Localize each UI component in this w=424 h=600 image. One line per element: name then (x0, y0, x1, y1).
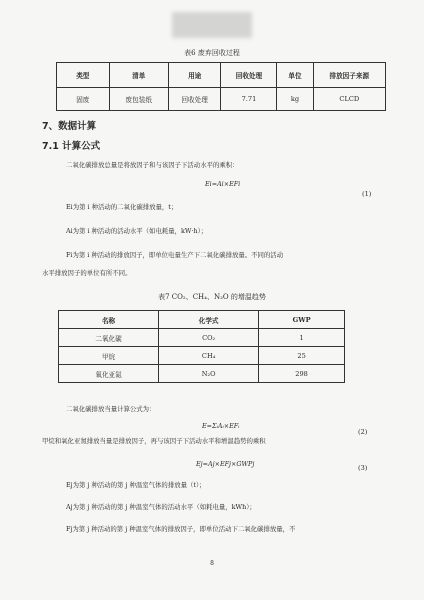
table6-header-unit: 单位 (277, 63, 313, 88)
redacted-header-stamp (172, 12, 252, 38)
page-number: 8 (210, 560, 214, 567)
definition-fi-line1: Fi为第 i 种活动的排放因子，即单位电量生产下二氧化碳排放量。不同的活动 (66, 251, 284, 259)
table7-header-row (59, 311, 345, 329)
formula-1: Ei=Ai×EFi (205, 180, 241, 188)
definition-ai: Ai为第 i 种活动的活动水平（如电耗量，kW·h）； (66, 227, 208, 235)
table7-header-name: 名称 (59, 311, 159, 329)
table6-cell-list: 废包装纸 (109, 88, 168, 111)
paragraph-co2e-intro: 二氧化碳排放当量计算公式为： (66, 405, 156, 413)
table7-caption: 表7 CO₂、CH₄、N₂O 的增温趋势 (158, 293, 266, 301)
table7-cell-formula: CH₄ (159, 347, 259, 365)
definition-aj: Aj为第 j 种活动的第 j 种温室气体的活动水平（如耗电量，kWh）； (66, 503, 256, 511)
table6-header-recycle: 回收处理 (221, 63, 277, 88)
table7-cell-name: 甲烷 (59, 347, 159, 365)
table-row (59, 365, 345, 383)
table7 (58, 310, 345, 383)
table7-cell-gwp: 298 (259, 365, 345, 383)
table6-header-source: 排放因子来源 (313, 63, 385, 88)
table-row (59, 347, 345, 365)
table7-cell-formula: N₂O (159, 365, 259, 383)
table6-cell-use: 回收处理 (168, 88, 221, 111)
table6-header-list: 清单 (109, 63, 168, 88)
definition-ei: Ei为第 i 种活动的二氧化碳排放量，t； (66, 203, 178, 211)
table7-cell-gwp: 1 (259, 329, 345, 347)
table7-cell-name: 氧化亚氮 (59, 365, 159, 383)
formula-3: Ej=Aj×EFj×GWPj (196, 460, 255, 468)
table6-cell-source: CLCD (313, 88, 385, 111)
formula-2-number: (2) (358, 428, 368, 436)
table-row (57, 88, 386, 111)
table6-cell-type: 固废 (57, 88, 110, 111)
table6-cell-recycle: 7.71 (221, 88, 277, 111)
definition-fi-line2: 水平排放因子的单位有所不同。 (42, 269, 132, 277)
paragraph-co2-intro: 二氧化碳排放总量是将放因子和与该因子下活动水平的乘积： (66, 161, 239, 169)
table6-cell-unit: kg (277, 88, 313, 111)
table-row (59, 329, 345, 347)
definition-ej: Ej为第 j 种活动的第 j 种温室气体的排放量（t）； (66, 481, 206, 489)
paragraph-ch4-n2o: 甲烷和氧化亚氮排放当量是排放因子，再与该因子下活动水平和增温趋势的乘积 (42, 437, 266, 445)
table6 (56, 62, 386, 111)
formula-3-number: (3) (358, 464, 368, 472)
table7-cell-formula: CO₂ (159, 329, 259, 347)
definition-fj: Fj为第 j 种活动的第 j 种温室气体的排放因子，即单位活动下二氧化碳排放量，不 (66, 525, 296, 533)
section-7-1-heading: 7.1 计算公式 (42, 141, 101, 152)
section-7-heading: 7、数据计算 (42, 121, 97, 132)
table6-header-use: 用途 (168, 63, 221, 88)
formula-1-number: (1) (362, 190, 372, 198)
formula-2: E=ΣᵢAᵢ×EFᵢ (202, 422, 240, 430)
table7-cell-gwp: 25 (259, 347, 345, 365)
table6-caption: 表6 废弃回收过程 (184, 49, 240, 57)
table7-header-formula: 化学式 (159, 311, 259, 329)
table6-header-row (57, 63, 386, 88)
table6-header-type: 类型 (57, 63, 110, 88)
table7-header-gwp: GWP (259, 311, 345, 329)
table7-cell-name: 二氧化碳 (59, 329, 159, 347)
